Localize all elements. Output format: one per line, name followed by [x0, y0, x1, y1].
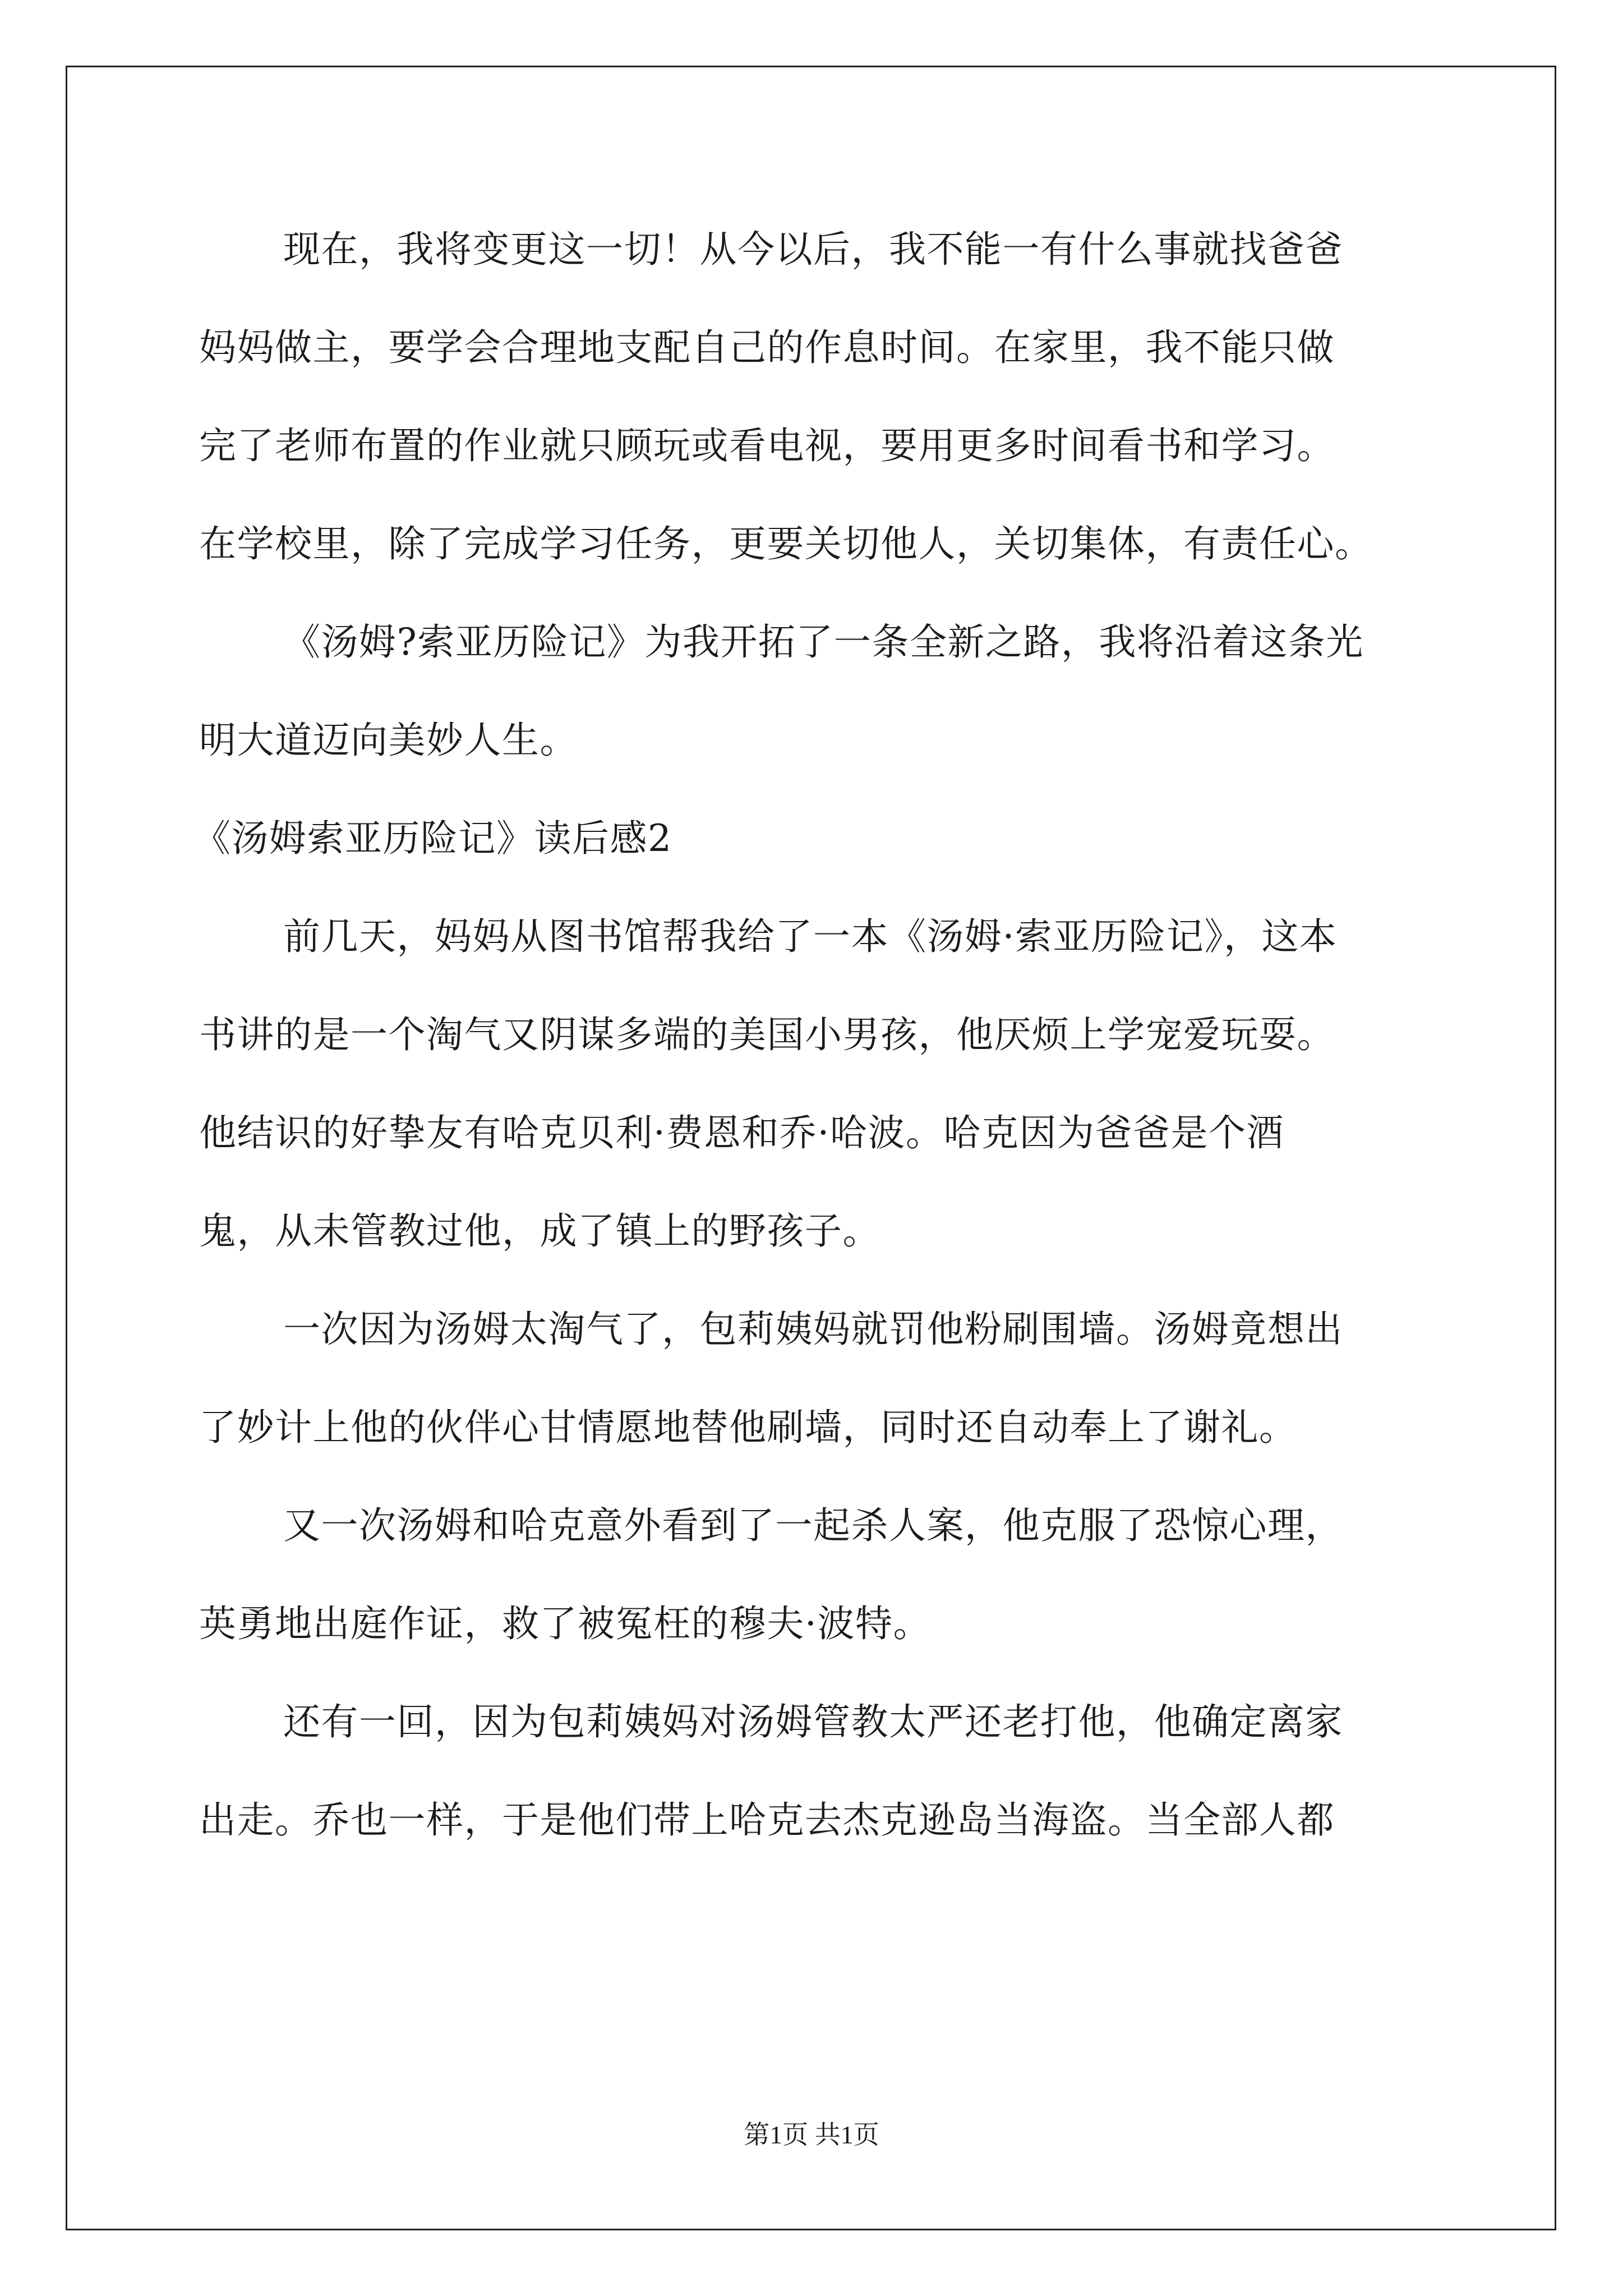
paragraph-line: 还有一回，因为包莉姨妈对汤姆管教太严还老打他，他确定离家	[283, 1700, 1343, 1743]
paragraph-line: 英勇地出庭作证，救了被冤枉的穆夫·波特。	[199, 1602, 931, 1645]
paragraph-line: 了妙计上他的伙伴心甘情愿地替他刷墙，同时还自动奉上了谢礼。	[199, 1406, 1297, 1449]
section-heading: 《汤姆索亚历险记》读后感2	[193, 817, 672, 860]
paragraph-line: 在学校里，除了完成学习任务，更要关切他人，关切集体，有责任心。	[199, 522, 1373, 565]
paragraph-line: 现在，我将变更这一切！从今以后，我不能一有什么事就找爸爸	[283, 228, 1343, 271]
paragraph-line: 又一次汤姆和哈克意外看到了一起杀人案，他克服了恐惊心理，	[283, 1504, 1343, 1547]
page-footer: 第1页 共1页	[744, 2120, 879, 2149]
paragraph-line: 一次因为汤姆太淘气了，包莉姨妈就罚他粉刷围墙。汤姆竟想出	[283, 1308, 1343, 1351]
paragraph-line: 书讲的是一个淘气又阴谋多端的美国小男孩，他厌烦上学宠爱玩耍。	[199, 1013, 1335, 1056]
paragraph-line: 他结识的好挚友有哈克贝利·费恩和乔·哈波。哈克因为爸爸是个酒	[199, 1111, 1284, 1154]
paragraph-line: 妈妈做主，要学会合理地支配自己的作息时间。在家里，我不能只做	[199, 326, 1335, 369]
paragraph-line: 完了老师布置的作业就只顾玩或看电视，要用更多时间看书和学习。	[199, 424, 1335, 467]
paragraph-line: 前几天，妈妈从图书馆帮我给了一本《汤姆·索亚历险记》，这本	[283, 915, 1338, 958]
paragraph-line: 明大道迈向美妙人生。	[199, 719, 578, 762]
paragraph-line: 《汤姆?索亚历险记》为我开拓了一条全新之路，我将沿着这条光	[283, 620, 1364, 664]
paragraph-line: 出走。乔也一样，于是他们带上哈克去杰克逊岛当海盗。当全部人都	[199, 1798, 1335, 1842]
paragraph-line: 鬼，从未管教过他，成了镇上的野孩子。	[199, 1209, 880, 1253]
